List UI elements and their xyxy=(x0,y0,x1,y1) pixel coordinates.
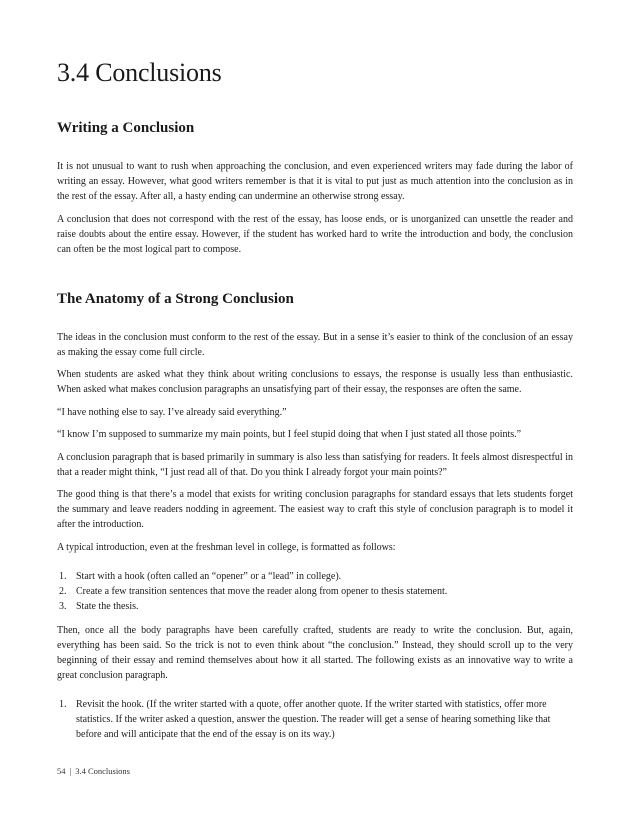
list-item xyxy=(57,569,573,584)
list-item-number: 1. xyxy=(59,570,67,582)
paragraph: It is not unusual to want to rush when approaching the conclusion, and even experienced writers may fade during the labor of writing an essay. However, what good writers remember is that it is vital to put just as much attention into the conclusion as in the rest of the essay. After all, a hasty ending can undermine an otherwise strong essay. xyxy=(57,161,573,202)
list-item xyxy=(57,697,573,742)
introduction-format-list xyxy=(57,569,573,614)
list-item-text: Create a few transition sentences that move the reader along from opener to thesis statement. xyxy=(76,585,448,597)
conclusion-steps-list xyxy=(57,697,573,742)
page-content xyxy=(57,58,573,751)
list-item xyxy=(57,584,573,599)
paragraph: A conclusion that does not correspond with the rest of the essay, has loose ends, or is unorganized can unsettle the reader and raise doubts about the entire essay. However, if the student has worked hard to write the introduction and body, the conclusion can often be the most logical part to compose. xyxy=(57,213,573,255)
section-heading-writing-a-conclusion: Writing a Conclusion xyxy=(57,120,195,136)
paragraph: A conclusion paragraph that is based primarily in summary is also less than satisfying for readers. It feels almost disrespectful in that a reader might think, “I just read all of that. Do you think I already forgot your main points?” xyxy=(57,451,573,478)
list-item-text: Revisit the hook. (If the writer started with a quote, offer another quote. If the writer started with statistics, offer more statistics. If the writer asked a question, answer the question. The reader will get a sense of hearing something like that before and will anticipate that the end of the essay is on its way.) xyxy=(76,698,551,740)
list-item-number: 1. xyxy=(59,698,67,710)
paragraph: The good thing is that there’s a model that exists for writing conclusion paragraphs for standard essays that lets students forget the summary and leave readers nodding in agreement. The easiest way to craft this style of conclusion paragraph is to model it after the introduction. xyxy=(57,489,573,530)
page-number: 54 xyxy=(57,766,66,776)
footer-separator: | xyxy=(69,766,72,776)
paragraph: The ideas in the conclusion must conform to the rest of the essay. But in a sense it’s easier to think of the conclusion of an essay as making the essay come full circle. xyxy=(57,331,573,358)
list-item-number: 3. xyxy=(59,600,67,612)
paragraph: When students are asked what they think about writing conclusions to essays, the response is usually less than enthusiastic. When asked what makes conclusion paragraphs an unsatisfying part of their essay, the responses are often the same. xyxy=(57,369,573,395)
page-footer xyxy=(57,766,130,776)
paragraph: Then, once all the body paragraphs have been carefully crafted, students are ready to write the conclusion. But, again, everything has been said. So the trick is not to even think about “the conclusion.” Instead, they should scroll up to the very beginning of their essay and remind themselves about how it all started. The following exists as an innovative way to write a great conclusion paragraph. xyxy=(57,624,573,681)
paragraph: A typical introduction, even at the freshman level in college, is formatted as follows: xyxy=(57,541,396,553)
list-item-number: 2. xyxy=(59,585,67,597)
footer-chapter: 3.4 Conclusions xyxy=(75,766,130,776)
section-heading-anatomy: The Anatomy of a Strong Conclusion xyxy=(57,290,294,307)
list-item xyxy=(57,599,573,614)
quote-paragraph: “I have nothing else to say. I’ve already said everything.” xyxy=(57,406,287,418)
page-title: 3.4 Conclusions xyxy=(57,58,222,87)
quote-paragraph: “I know I’m supposed to summarize my main points, but I feel stupid doing that when I just stated all those points.” xyxy=(57,429,522,440)
list-item-text: Start with a hook (often called an “opener” or a “lead” in college). xyxy=(76,570,342,582)
list-item-text: State the thesis. xyxy=(76,600,139,612)
